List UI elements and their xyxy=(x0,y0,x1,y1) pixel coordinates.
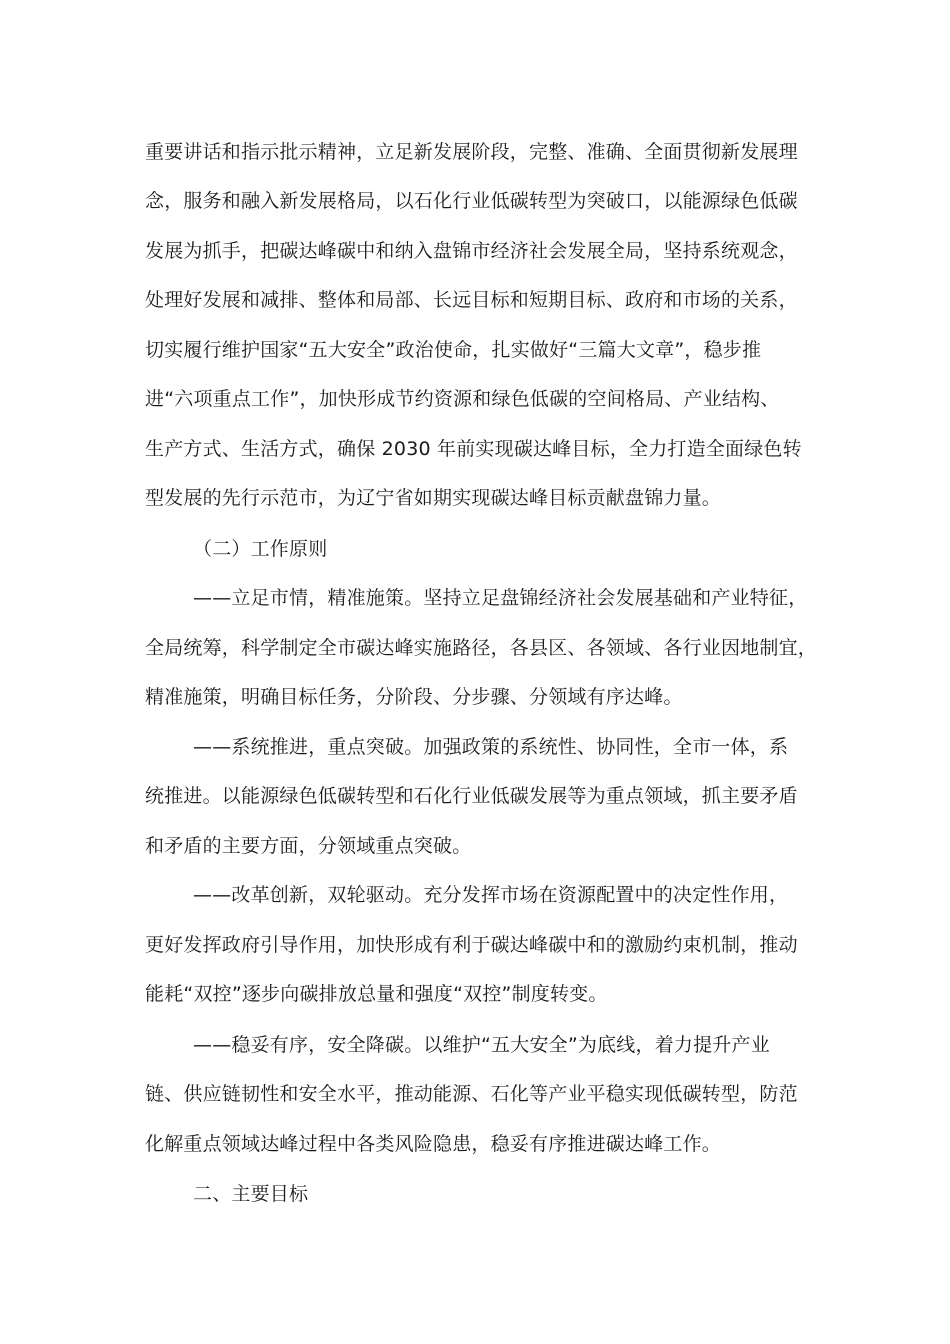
text-line: 和矛盾的主要方面，分领域重点突破。 xyxy=(145,835,472,857)
text-line: 链、供应链韧性和安全水平，推动能源、石化等产业平稳实现低碳转型，防范 xyxy=(145,1083,798,1105)
text-line: 切实履行维护国家“五大安全”政治使命，扎实做好“三篇大文章”，稳步推 xyxy=(145,339,762,361)
text-line: 更好发挥政府引导作用，加快形成有利于碳达峰碳中和的激励约束机制，推动 xyxy=(145,934,798,956)
text-line: 处理好发展和减排、整体和局部、长远目标和短期目标、政府和市场的关系， xyxy=(145,289,798,311)
text-line: ——立足市情，精准施策。坚持立足盘锦经济社会发展基础和产业特征， xyxy=(193,587,808,609)
text-line: 能耗“双控”逐步向碳排放总量和强度“双控”制度转变。 xyxy=(145,983,608,1005)
text-line: ——稳妥有序，安全降碳。以维护“五大安全”为底线，着力提升产业 xyxy=(193,1034,770,1056)
section-heading: 二、主要目标 xyxy=(193,1183,309,1205)
text-line: ——改革创新，双轮驱动。充分发挥市场在资源配置中的决定性作用， xyxy=(193,884,789,906)
text-line: 全局统筹，科学制定全市碳达峰实施路径，各县区、各领域、各行业因地制宜， xyxy=(145,637,818,659)
text-line: 统推进。以能源绿色低碳转型和石化行业低碳发展等为重点领域，抓主要矛盾 xyxy=(145,785,798,807)
section-heading: （二）工作原则 xyxy=(193,538,328,560)
text-line: 精准施策，明确目标任务，分阶段、分步骤、分领域有序达峰。 xyxy=(145,686,683,708)
text-line: 化解重点领域达峰过程中各类风险隐患，稳妥有序推进碳达峰工作。 xyxy=(145,1133,722,1155)
text-line: 发展为抓手，把碳达峰碳中和纳入盘锦市经济社会发展全局，坚持系统观念， xyxy=(145,240,798,262)
text-line: 重要讲话和指示批示精神，立足新发展阶段，完整、准确、全面贯彻新发展理 xyxy=(145,141,798,163)
text-line: 念，服务和融入新发展格局，以石化行业低碳转型为突破口，以能源绿色低碳 xyxy=(145,190,798,212)
text-line: ——系统推进，重点突破。加强政策的系统性、协同性，全市一体，系 xyxy=(193,736,789,758)
text-line: 生产方式、生活方式，确保 2030 年前实现碳达峰目标，全力打造全面绿色转 xyxy=(145,438,802,460)
text-line: 进“六项重点工作”，加快形成节约资源和绿色低碳的空间格局、产业结构、 xyxy=(145,388,780,410)
text-line: 型发展的先行示范市，为辽宁省如期实现碳达峰目标贡献盘锦力量。 xyxy=(145,487,722,509)
